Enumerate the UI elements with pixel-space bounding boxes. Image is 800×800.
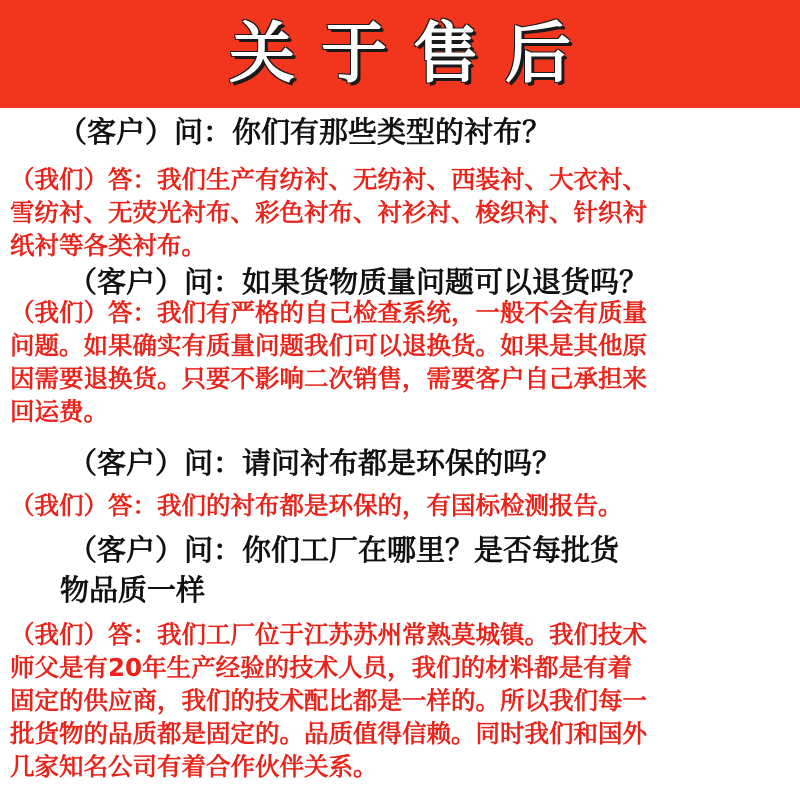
- answer-2-line-4: 回运费。: [10, 397, 108, 426]
- answer-1: [10, 163, 792, 262]
- answer-1-line-1: （我们）答：我们生产有纺衬、无纺衬、西装衬、大衣衬、: [10, 165, 647, 194]
- answer-1-line-2: 雪纺衬、无荧光衬布、彩色衬布、衬衫衬、梭织衬、针织衬: [10, 198, 647, 227]
- page-title: 关于售后: [229, 15, 597, 92]
- answer-3: [10, 489, 792, 522]
- answer-3-line-1: （我们）答：我们的衬布都是环保的，有国标检测报告。: [10, 491, 623, 520]
- answer-4-line-3: 固定的供应商，我们的技术配比都是一样的。所以我们每一: [10, 686, 647, 715]
- answer-2-line-1: （我们）答：我们有严格的自己检查系统，一般不会有质量: [10, 298, 647, 327]
- header-banner: [0, 0, 800, 108]
- question-4: [60, 530, 620, 610]
- question-4-line-2: 物品质一样: [60, 573, 206, 607]
- question-1: （客户）问：你们有那些类型的衬布？: [58, 115, 552, 149]
- answer-4-line-4: 批货物的品质都是固定的。品质值得信赖。同时我们和国外: [10, 719, 647, 748]
- answer-4-line-2: 师父是有20年生产经验的技术人员，我们的材料都是有着: [10, 653, 633, 682]
- question-3: （客户）问：请问衬布都是环保的吗？: [68, 446, 562, 480]
- answer-2: [10, 296, 792, 428]
- answer-1-line-3: 纸衬等各类衬布。: [10, 231, 206, 260]
- question-2: （客户）问：如果货物质量问题可以退货吗？: [68, 265, 649, 299]
- answer-2-line-3: 因需要退换货。只要不影响二次销售，需要客户自己承担来: [10, 364, 647, 393]
- question-4-line-1: （客户）问：你们工厂在哪里？是否每批货: [68, 533, 620, 567]
- answer-2-line-2: 问题。如果确实有质量问题我们可以退换货。如果是其他原: [10, 331, 647, 360]
- answer-4: [10, 618, 792, 783]
- answer-4-line-5: 几家知名公司有着合作伙伴关系。: [10, 752, 378, 781]
- answer-4-line-1: （我们）答：我们工厂位于江苏苏州常熟莫城镇。我们技术: [10, 620, 647, 649]
